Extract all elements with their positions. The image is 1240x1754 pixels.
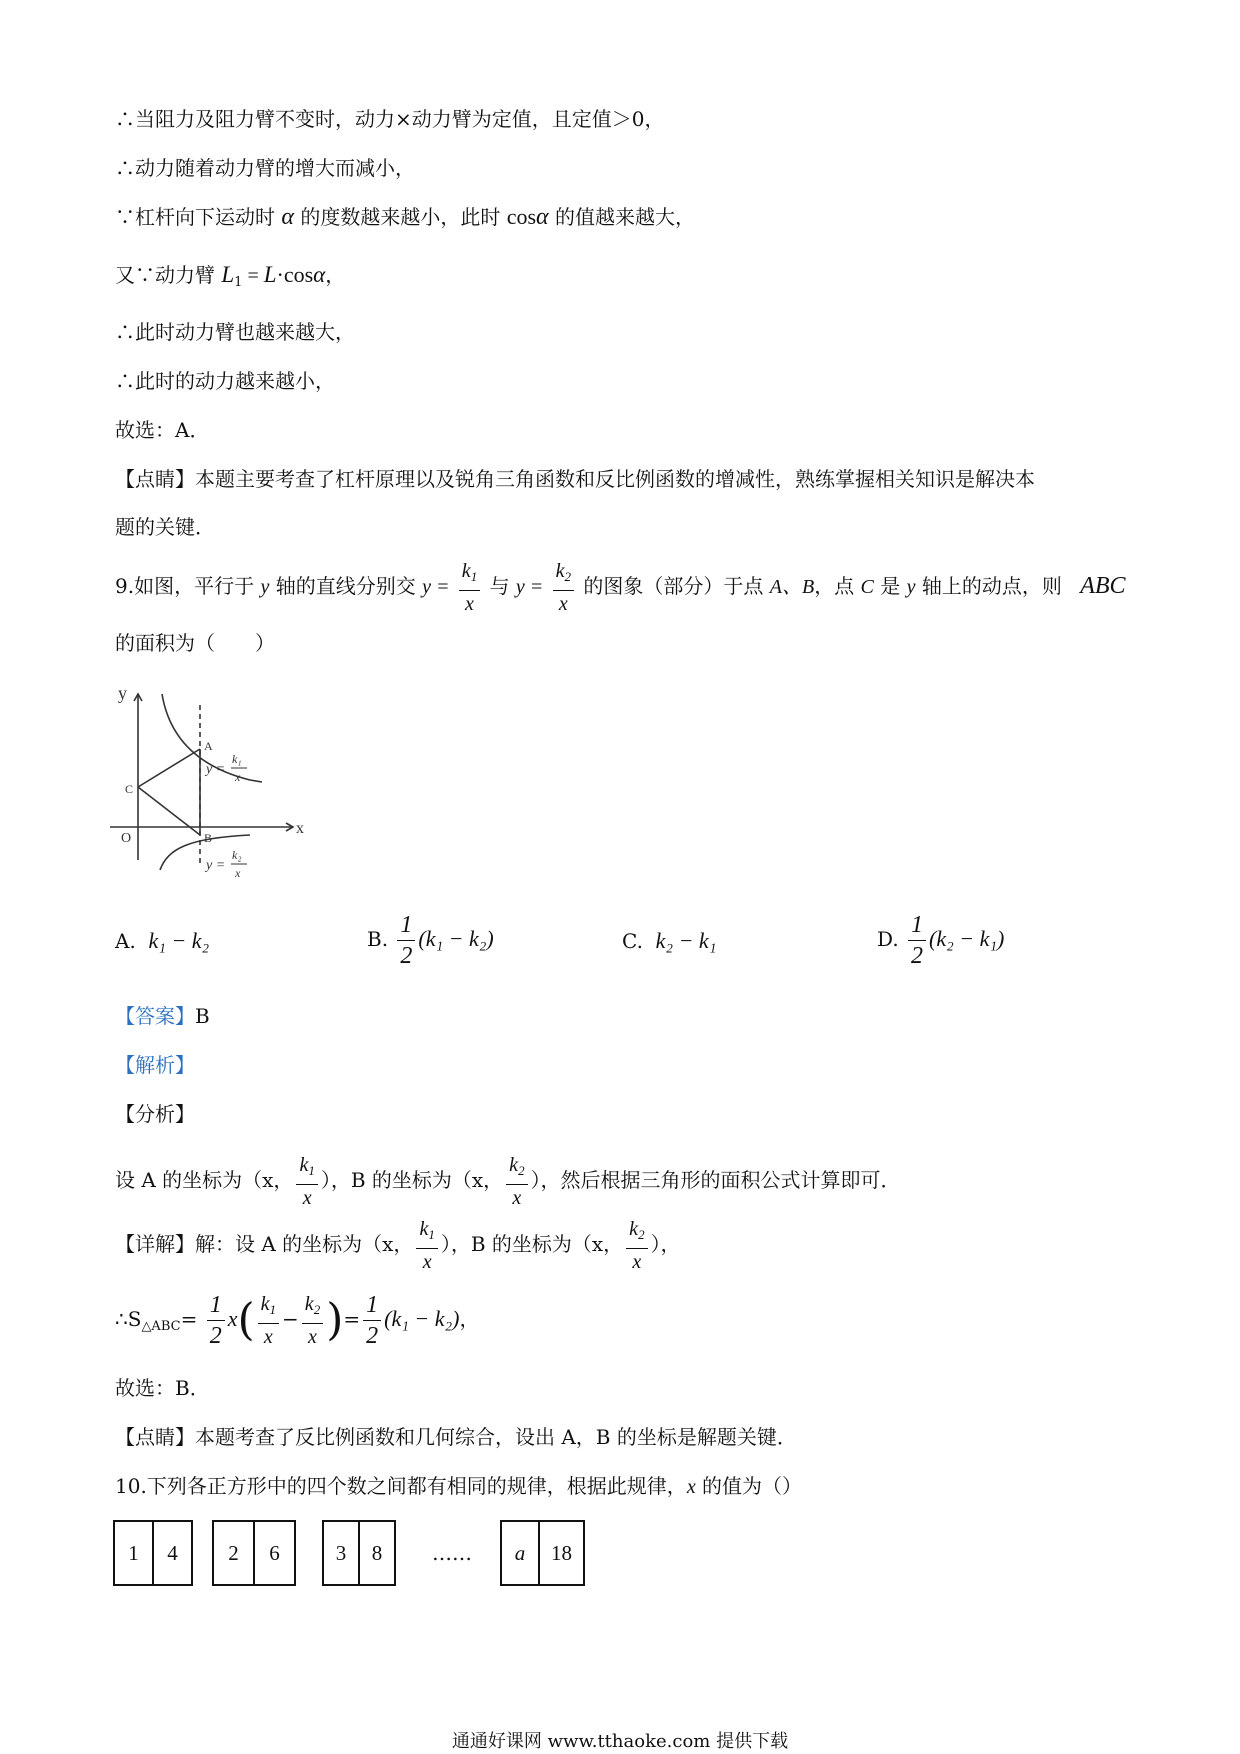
text-line-7: 故选：A． (115, 418, 210, 442)
text-line-3: ∵杠杆向下运动时 α 的度数越来越小，此时 cosα 的值越来越大， (115, 204, 695, 230)
fraction-half: $\frac{1}{2}$ (207, 1290, 225, 1351)
text-line-5: ∴此时动力臂也越来越大， (115, 320, 355, 344)
number-square-1: 1 4 (113, 1520, 193, 1586)
answer-value: B (195, 1004, 210, 1028)
answer-tag: 【答案】 (115, 1004, 195, 1028)
text-line-1: ∴当阻力及阻力臂不变时，动力×动力臂为定值，且定值＞0， (115, 107, 665, 131)
choice-D: D. $\frac{1}{2}$ (k₂ − k₁) (877, 912, 1005, 969)
number-square-last: a 18 (500, 1520, 585, 1586)
eq2-lhs: y = (206, 858, 226, 873)
y-axis-label: y (118, 683, 127, 703)
choice-B: B. $\frac{1}{2}$ (k₁ − k₂) (367, 912, 494, 969)
fraction-k1-over-x: $\frac{k_1}{x}$ (258, 1291, 279, 1350)
number-square-3: 3 8 (322, 1520, 396, 1586)
select-line: 故选：B． (115, 1376, 210, 1400)
fraction-half-D: $\frac{1}{2}$ (908, 910, 926, 971)
text-line-6: ∴此时的动力越来越小， (115, 369, 335, 393)
ellipsis: …… (432, 1541, 472, 1565)
point-C-label: C (125, 782, 134, 796)
fraction-k2-over-x: $\frac{k_2}{x}$ (626, 1216, 647, 1275)
fraction-half-B: $\frac{1}{2}$ (397, 910, 415, 971)
fraction-k1-over-x: $\frac{k_1}{x}$ (416, 1216, 437, 1275)
fraction-k1-over-x: $\frac{k_1}{x}$ (459, 558, 480, 617)
eq2-num: k₂ (232, 848, 242, 862)
fraction-half: $\frac{1}{2}$ (363, 1290, 381, 1351)
xiangjie-body: 【详解】解：设 A 的坐标为（x， $\frac{k_1}{x}$ ），B 的坐标为（x， $\frac{k_2}{x}$ ）， (115, 1218, 681, 1273)
fraction-k2-over-x: $\frac{k_2}{x}$ (506, 1152, 527, 1211)
x-axis-label: x (296, 820, 304, 837)
segment-CA (138, 749, 200, 787)
fraction-k1-over-x: $\frac{k_1}{x}$ (296, 1152, 317, 1211)
question-10-stem: 10.下列各正方形中的四个数之间都有相同的规律，根据此规律，x 的值为（） (115, 1474, 803, 1498)
question-9-stem: 9.如图，平行于 y 轴的直线分别交 y = $\frac{k_1}{x}$ 与 y = $\frac{k_2}{x}$ 的图象（部分）于点 A、B，点 C 是 y 轴上的动点，则 ABC (115, 560, 1126, 615)
text-line-4: 又∵动力臂 $L_1 = L\cdot\cos\alpha$， (115, 262, 346, 290)
choice-A: A. k₁ − k₂ (115, 928, 210, 953)
eq1-den: x (235, 770, 241, 784)
point-A-label: A (204, 739, 213, 753)
area-formula: $\therefore S_{\triangle ABC}=$ $\frac{1}{2}$ x( $\frac{k_1}{x}$ − $\frac{k_2}{x}$ )= $\frac{1}{2}$ (k₁ − k₂)， (115, 1292, 480, 1349)
analysis-tag: 【解析】 (115, 1053, 195, 1077)
fenxi-tag: 【分析】 (115, 1102, 195, 1126)
choice-C: C. k₂ − k₁ (622, 928, 717, 953)
fenxi-body: 设 A 的坐标为（x， $\frac{k_1}{x}$ ），B 的坐标为（x， $\frac{k_2}{x}$ ），然后根据三角形的面积公式计算即可． (115, 1154, 901, 1209)
point-B-label: B (204, 831, 213, 845)
fraction-k2-over-x: $\frac{k_2}{x}$ (553, 558, 574, 617)
page-footer: 通通好课网 www.tthaoke.com 提供下载 (451, 1731, 789, 1752)
answer-line (115, 1003, 210, 1029)
eq1-lhs: y = (206, 762, 226, 777)
eq1-num: k₁ (232, 752, 242, 766)
fraction-k2-over-x: $\frac{k_2}{x}$ (302, 1291, 323, 1350)
question-9-stem-line-2: 的面积为（ ） (115, 631, 275, 655)
hyperbola-figure (110, 680, 310, 880)
dianjing-line-1: 【点睛】本题主要考查了杠杆原理以及锐角三角函数和反比例函数的增减性，熟练掌握相关知识是解决本 (115, 467, 1035, 491)
text-line-2: ∴动力随着动力臂的增大而减小， (115, 156, 415, 180)
dianjing-q9: 【点睛】本题考查了反比例函数和几何综合，设出 A，B 的坐标是解题关键． (115, 1425, 797, 1449)
eq2-den: x (235, 866, 241, 880)
number-square-2: 2 6 (212, 1520, 296, 1586)
origin-label: O (121, 831, 132, 846)
dianjing-line-2: 题的关键． (115, 515, 215, 539)
